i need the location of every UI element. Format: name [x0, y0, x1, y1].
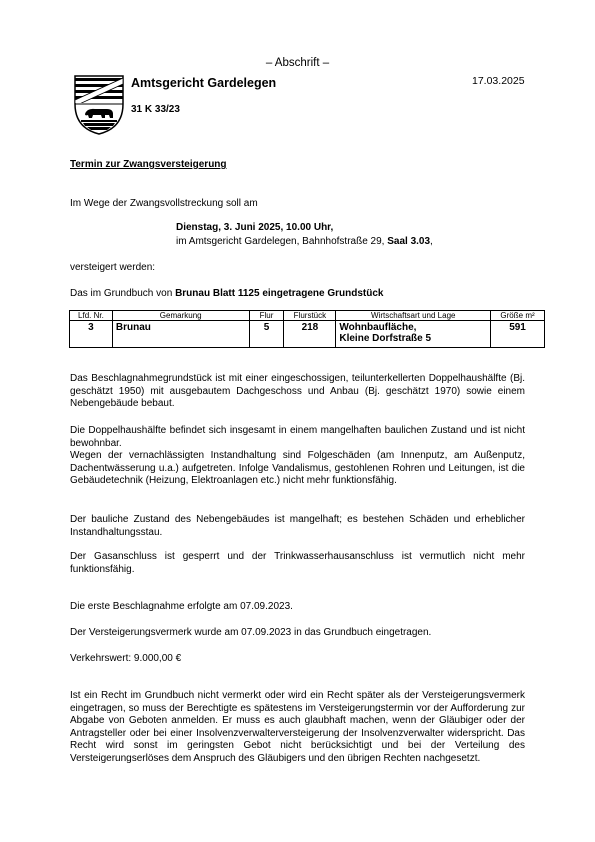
court-name: Amtsgericht Gardelegen [131, 76, 277, 90]
copy-mark: – Abschrift – [265, 57, 330, 69]
cell-nr: 3 [70, 321, 113, 348]
cell-flur: 5 [249, 321, 284, 348]
market-value: Verkehrswert: 9.000,00 € [70, 653, 182, 664]
paragraph-utilities: Der Gasanschluss ist gesperrt und der Trinkwasserhausanschluss ist vermutlich nicht mehr funktionsfähig. [70, 551, 525, 575]
place-suffix: , [430, 236, 433, 247]
cell-art [336, 321, 491, 348]
paragraph-outbuilding: Der bauliche Zustand des Nebengebäudes ist mangelhaft; es bestehen Schäden und erheblicher Instandhaltungsstau. [70, 514, 525, 538]
saxony-anhalt-crest-icon [73, 74, 125, 136]
paragraph-building: Das Beschlagnahmegrundstück ist mit einer eingeschossigen, teilunterkellerten Doppelhaushälfte (Bj. geschätzt 1950) mit ausgebautem Dachgeschoss und Anbau (Bj. geschätzt 1970) sowie einem Nebengebäude bebaut. [70, 373, 525, 410]
col-header-nr: Lfd. Nr. [70, 311, 113, 321]
paragraph-register-note: Der Versteigerungsvermerk wurde am 07.09.2023 in das Grundbuch eingetragen. [70, 627, 432, 638]
property-table [69, 310, 545, 348]
art-line-1: Wohnbaufläche, [339, 322, 417, 333]
document-date: 17.03.2025 [472, 75, 525, 87]
paragraph-first-seizure: Die erste Beschlagnahme erfolgte am 07.09.2023. [70, 601, 293, 612]
cell-flurstueck: 218 [284, 321, 336, 348]
col-header-flur: Flur [249, 311, 284, 321]
table-header-row [70, 311, 545, 321]
case-number: 31 K 33/23 [131, 104, 180, 115]
room-number: Saal 3.03 [387, 236, 431, 247]
notice-title: Termin zur Zwangsversteigerung [70, 159, 227, 170]
art-line-2: Kleine Dorfstraße 5 [339, 333, 432, 344]
table-row [70, 321, 545, 348]
appointment-place [176, 236, 433, 247]
cell-gemarkung: Brunau [112, 321, 249, 348]
intro-text: Im Wege der Zwangsvollstreckung soll am [70, 198, 258, 209]
col-header-art: Wirtschaftsart und Lage [336, 311, 491, 321]
col-header-flurstueck: Flurstück [284, 311, 336, 321]
paragraph-damage: Wegen der vernachlässigten Instandhaltung sind Folgeschäden (am Innenputz, am Außenputz, Dachentwässerung u.a.) aufgetreten. Infolge Vandalismus, gestohlenen Rohren und Leitungen, ist die Gebäudetechnik (Heizung, Elektroanlagen etc.) nicht mehr funktionsfähig. [70, 450, 525, 487]
appointment-date: Dienstag, 3. Juni 2025, 10.00 Uhr, [176, 222, 334, 233]
property-intro [70, 288, 525, 301]
property-intro-text: Das im Grundbuch von [70, 288, 176, 299]
paragraph-condition: Die Doppelhaushälfte befindet sich insgesamt in einem mangelhaften baulichen Zustand und ist nicht bewohnbar. [70, 425, 525, 449]
property-register: Brunau Blatt 1125 eingetragene Grundstück [175, 288, 384, 299]
cell-groesse: 591 [491, 321, 545, 348]
auctioned-text: versteigert werden: [70, 262, 156, 273]
paragraph-rights-notice: Ist ein Recht im Grundbuch nicht vermerkt oder wird ein Recht später als der Versteigerungsvermerk eingetragen, so muss der Berechtigte es spätestens im Versteigerungstermin vor der Aufforderung zur Abgabe von Geboten anmelden. Er muss es auch glaubhaft machen, wenn der Gläubiger oder der Antragsteller oder bei einer Insolvenzverwalterversteigerung der Insolvenzverwalter widerspricht. Das Recht wird sonst im geringsten Gebot nicht berücksichtigt und bei der Verteilung des Versteigerungserlöses dem Anspruch des Gläubigers und den übrigen Rechten nachgesetzt. [70, 690, 525, 764]
col-header-groesse: Größe m² [491, 311, 545, 321]
place-text: im Amtsgericht Gardelegen, Bahnhofstraße 29, [176, 236, 388, 247]
col-header-gemarkung: Gemarkung [112, 311, 249, 321]
